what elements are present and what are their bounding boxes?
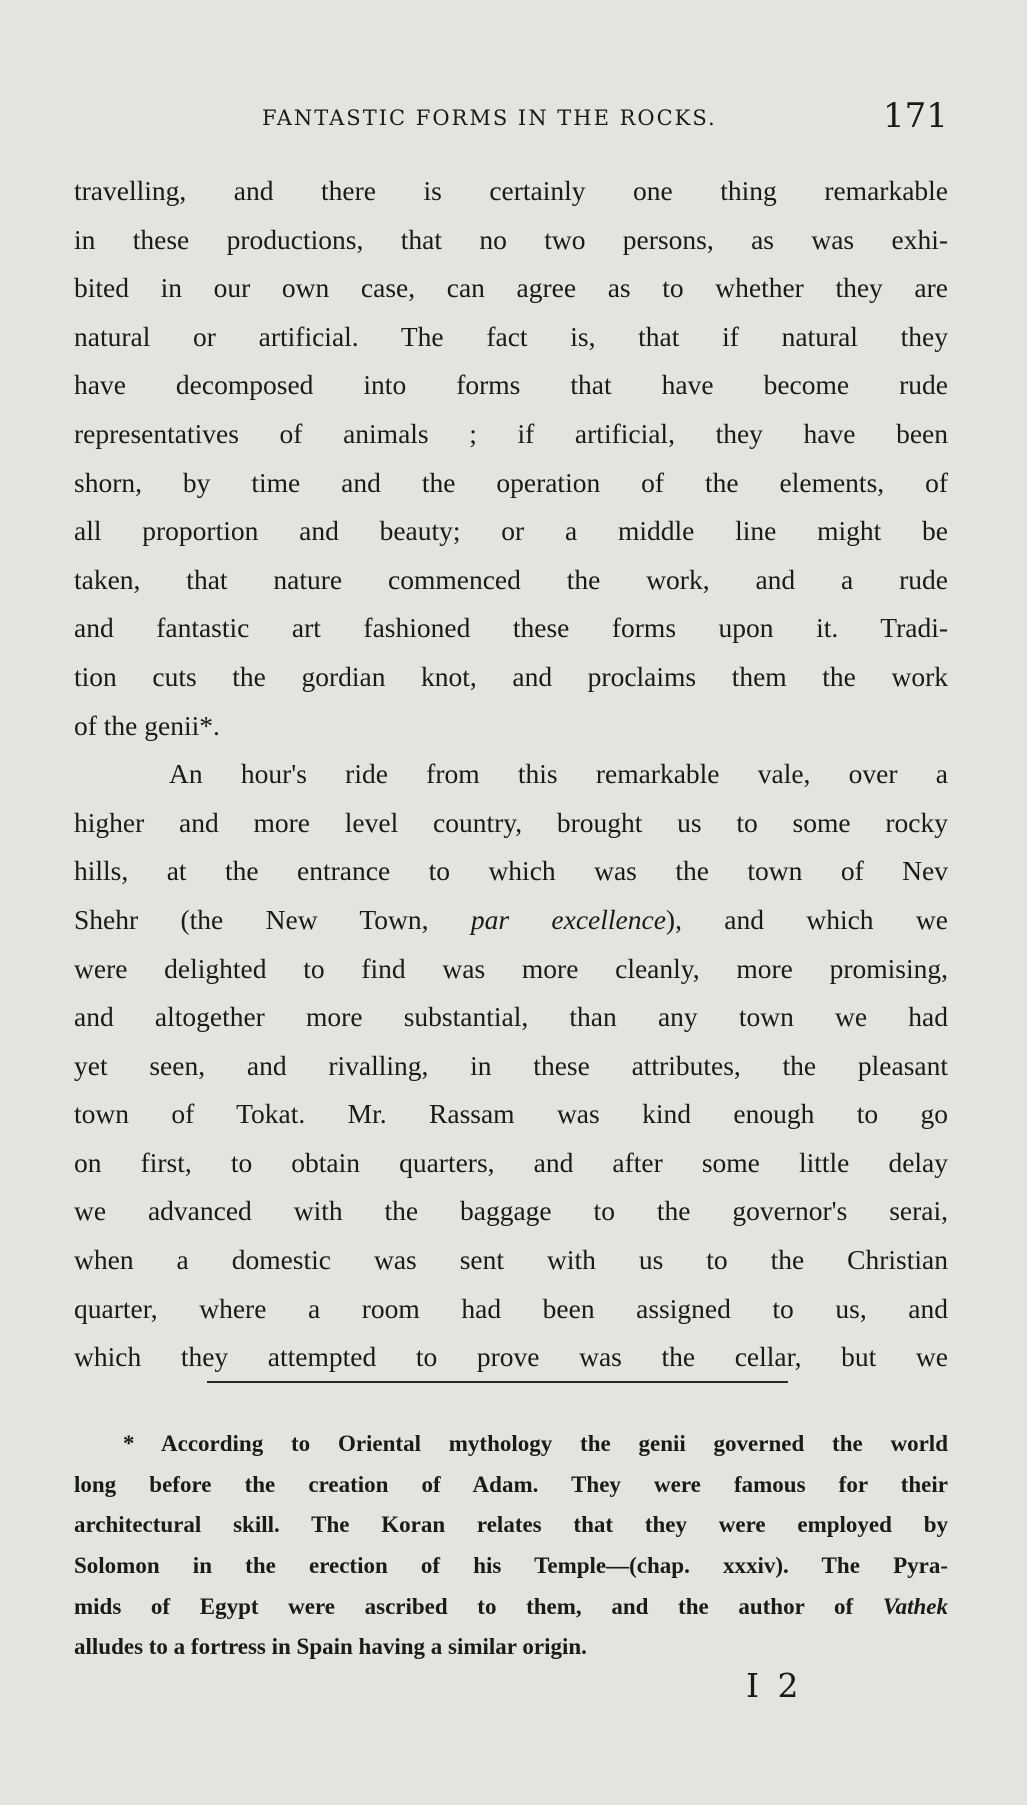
text-line: taken, that nature commenced the work, and a rude xyxy=(74,563,948,595)
text-line: tion cuts the gordian knot, and proclaims them the work xyxy=(74,660,948,692)
footnote-line-with-italic xyxy=(74,1587,948,1628)
text-line: in these productions, that no two persons, as was exhi- xyxy=(74,223,948,255)
running-title: FANTASTIC FORMS IN THE ROCKS. xyxy=(262,106,717,130)
footnote-line: alludes to a fortress in Spain having a similar origin. xyxy=(74,1634,587,1660)
footnote-line: architectural skill. The Koran relates that they were employed by xyxy=(74,1512,948,1538)
text-line: on first, to obtain quarters, and after some little delay xyxy=(74,1146,948,1178)
text-line: representatives of animals ; if artificial, they have been xyxy=(74,417,948,449)
italic-title: Vathek xyxy=(882,1593,948,1619)
italic-phrase: par excellence xyxy=(470,903,666,935)
text-segment: Shehr (the New Town, xyxy=(74,903,471,935)
footnote-line: * According to Oriental mythology the genii governed the world xyxy=(123,1431,948,1456)
page-number: 171 xyxy=(883,96,948,136)
text-line: bited in our own case, can agree as to whether they are xyxy=(74,272,948,304)
footnote xyxy=(74,1424,948,1668)
text-line: we advanced with the baggage to the governor's serai, xyxy=(74,1195,948,1227)
paragraph-start-line: An hour's ride from this remarkable vale, over a xyxy=(169,758,948,790)
text-line: and altogether more substantial, than any town we had xyxy=(74,1001,948,1033)
text-line: natural or artificial. The fact is, that if natural they xyxy=(74,320,948,352)
text-line-with-italic xyxy=(74,896,948,945)
text-line: and fantastic art fashioned these forms upon it. Tradi- xyxy=(74,612,948,644)
text-segment: mids of Egypt were ascribed to them, and the author of xyxy=(74,1593,883,1619)
text-line: all proportion and beauty; or a middle line might be xyxy=(74,515,948,547)
text-segment: ), and which we xyxy=(665,903,948,935)
footnote-line: Solomon in the erection of his Temple—(chap. xxxiv). The Pyra- xyxy=(74,1553,948,1579)
footnote-line: long before the creation of Adam. They were famous for their xyxy=(74,1471,948,1497)
text-line: travelling, and there is certainly one thing remarkable xyxy=(74,175,948,206)
text-line: when a domestic was sent with us to the Christian xyxy=(74,1244,948,1276)
text-line: yet seen, and rivalling, in these attributes, the pleasant xyxy=(74,1049,948,1081)
text-line: hills, at the entrance to which was the town of Nev xyxy=(74,855,948,887)
body-text xyxy=(74,167,948,1382)
text-line: quarter, where a room had been assigned to us, and xyxy=(74,1292,948,1324)
running-head xyxy=(0,98,1027,138)
text-line: shorn, by time and the operation of the elements, of xyxy=(74,466,948,498)
text-line: were delighted to find was more cleanly, more promising, xyxy=(74,952,948,984)
text-line: of the genii*. xyxy=(74,709,220,741)
text-line: higher and more level country, brought us to some rocky xyxy=(74,806,948,838)
text-line: have decomposed into forms that have become rude xyxy=(74,369,948,401)
footnote-divider xyxy=(207,1381,788,1383)
text-line: town of Tokat. Mr. Rassam was kind enough to go xyxy=(74,1098,948,1130)
signature-mark: I 2 xyxy=(746,1666,803,1705)
text-line: which they attempted to prove was the cellar, but we xyxy=(74,1341,948,1373)
